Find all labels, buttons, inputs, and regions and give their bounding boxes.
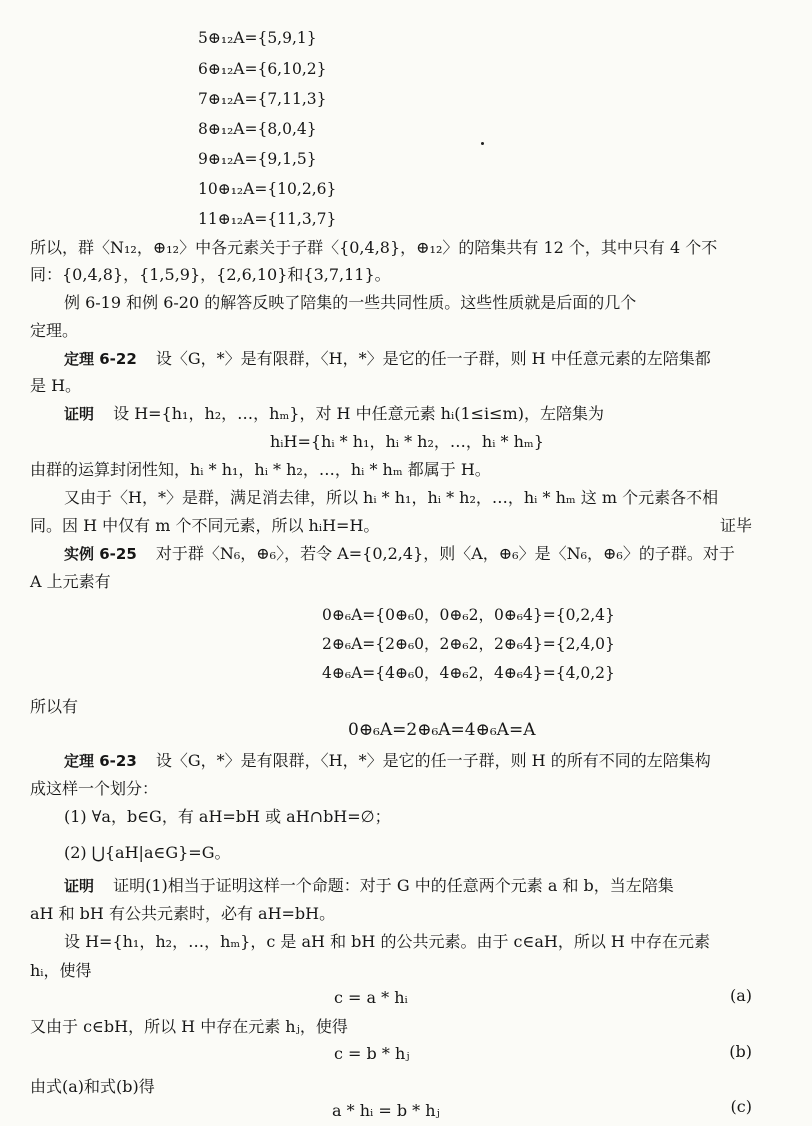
paragraph-line: 所以，群〈N₁₂，⊕₁₂〉中各元素关于子群〈{0,4,8}，⊕₁₂〉的陪集共有 12 个，其中只有 4 个不: [30, 238, 718, 257]
coset-line: 8⊕₁₂A={8,0,4}: [198, 120, 317, 138]
example-text: 所以有: [30, 697, 79, 716]
equation-b: c = b * hⱼ: [334, 1044, 410, 1063]
coset-line: 5⊕₁₂A={5,9,1}: [198, 29, 317, 47]
proof-text: 设 H={h₁，h₂，…，hₘ}，c 是 aH 和 bH 的公共元素。由于 c∈aH，所以 H 中存在元素: [64, 932, 710, 951]
example-text: A 上元素有: [30, 572, 111, 591]
proof-label: 证明: [64, 877, 95, 895]
equation-a: c = a * hᵢ: [334, 988, 408, 1007]
theorem-text: 设〈G，*〉是有限群，〈H，*〉是它的任一子群，则 H 中任意元素的左陪集都: [155, 349, 711, 368]
equation: 4⊕₆A={4⊕₆0，4⊕₆2，4⊕₆4}={4,0,2}: [322, 664, 615, 682]
coset-line: 6⊕₁₂A={6,10,2}: [198, 60, 327, 78]
proof-text: 由群的运算封闭性知，hᵢ * h₁，hᵢ * h₂，…，hᵢ * hₘ 都属于 H。: [30, 460, 491, 479]
equation: 0⊕₆A={0⊕₆0，0⊕₆2，0⊕₆4}={0,2,4}: [322, 606, 615, 624]
coset-line: 7⊕₁₂A={7,11,3}: [198, 90, 327, 108]
theorem-label: 定理 6-22: [64, 350, 137, 368]
example-6-25: [64, 544, 735, 564]
theorem-text: 设〈G，*〉是有限群，〈H，*〉是它的任一子群，则 H 的所有不同的左陪集构: [155, 751, 711, 770]
equation-label: (a): [729, 986, 752, 1005]
equation-label: (c): [730, 1097, 752, 1116]
equation-label: (b): [729, 1042, 752, 1061]
proof-text: 同。因 H 中仅有 m 个不同元素，所以 hᵢH=H。: [30, 516, 380, 535]
proof-text: 由式(a)和式(b)得: [30, 1077, 155, 1096]
paragraph-line: 同：{0,4,8}，{1,5,9}，{2,6,10}和{3,7,11}。: [30, 265, 391, 284]
proof-1: [64, 404, 604, 424]
theorem-item: (2) ⋃{aH|a∈G}=G。: [64, 843, 231, 862]
theorem-item: (1) ∀a，b∈G，有 aH=bH 或 aH∩bH=∅；: [64, 807, 391, 826]
proof-label: 证明: [64, 405, 95, 423]
example-text: 对于群〈N₆，⊕₆〉，若令 A={0,2,4}，则〈A，⊕₆〉是〈N₆，⊕₆〉的子群。对于: [155, 544, 735, 563]
paragraph-line: 例 6-19 和例 6-20 的解答反映了陪集的一些共同性质。这些性质就是后面的几个: [64, 293, 637, 312]
theorem-6-23: [64, 751, 711, 771]
coset-line: 10⊕₁₂A={10,2,6}: [198, 180, 337, 198]
proof-text: 又由于 c∈bH，所以 H 中存在元素 hⱼ，使得: [30, 1017, 348, 1036]
equation-c: a * hᵢ = b * hⱼ: [332, 1101, 440, 1120]
proof-text: 证明(1)相当于证明这样一个命题：对于 G 中的任意两个元素 a 和 b，当左陪集: [113, 876, 674, 895]
theorem-6-22: [64, 349, 711, 369]
paragraph-line: 定理。: [30, 321, 79, 340]
formula: hᵢH={hᵢ * h₁，hᵢ * h₂，…，hᵢ * hₘ}: [270, 432, 544, 451]
proof-2: [64, 876, 674, 896]
proof-text: hᵢ，使得: [30, 961, 92, 980]
theorem-label: 定理 6-23: [64, 752, 137, 770]
theorem-text: 是 H。: [30, 376, 82, 395]
proof-text: 设 H={h₁，h₂，…，hₘ}，对 H 中任意元素 hᵢ(1≤i≤m)，左陪集为: [113, 404, 604, 423]
speck: [481, 142, 484, 145]
equation: 2⊕₆A={2⊕₆0，2⊕₆2，2⊕₆4}={2,4,0}: [322, 635, 615, 653]
proof-end-mark: 证毕: [719, 516, 752, 535]
equation: 0⊕₆A=2⊕₆A=4⊕₆A=A: [348, 720, 536, 740]
example-label: 实例 6-25: [64, 545, 137, 563]
coset-line: 9⊕₁₂A={9,1,5}: [198, 150, 317, 168]
coset-line: 11⊕₁₂A={11,3,7}: [198, 210, 337, 228]
proof-text: 又由于〈H，*〉是群，满足消去律，所以 hᵢ * h₁，hᵢ * h₂，…，hᵢ * hₘ 这 m 个元素各不相: [64, 488, 719, 507]
theorem-text: 成这样一个划分：: [30, 779, 159, 798]
proof-text: aH 和 bH 有公共元素时，必有 aH=bH。: [30, 904, 336, 923]
